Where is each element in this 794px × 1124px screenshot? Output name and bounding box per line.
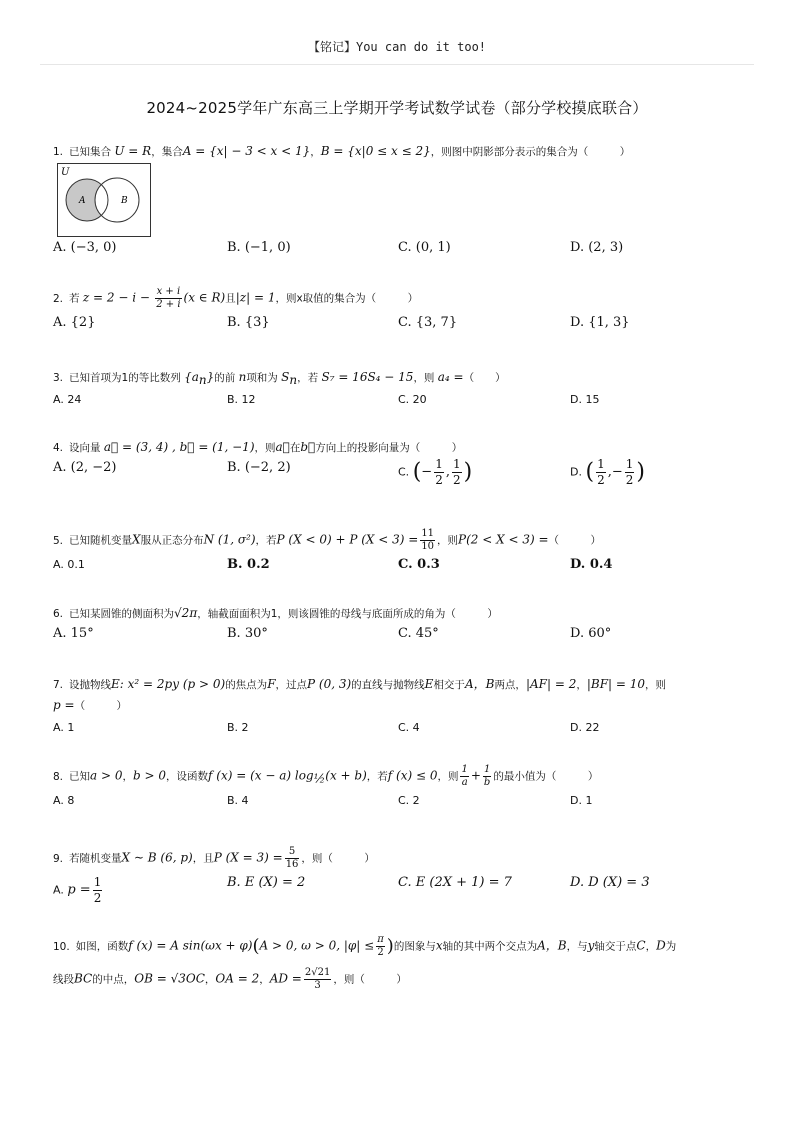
option-b[interactable]: B. 4	[227, 794, 249, 807]
venn-diagram	[57, 163, 151, 237]
option-c[interactable]: C. (0, 1)	[398, 240, 451, 255]
option-a[interactable]: A. {2}	[53, 315, 96, 330]
option-c[interactable]: C. 45°	[398, 626, 439, 641]
option-b[interactable]: B. E (X) = 2	[227, 875, 306, 890]
option-d[interactable]: D. (2, 3)	[570, 240, 624, 255]
question-10-stem: 10. 如图，函数f (x) = A sin(ωx + φ)(A > 0, ω > 0, |φ| ≤ $\frac{\pi}{2}$ )的图象与x轴的其中两个交点为A，B，与y轴交于点C，D为	[53, 934, 677, 958]
option-a[interactable]: A. 8	[53, 794, 75, 807]
option-a[interactable]: A. (−3, 0)	[53, 240, 117, 255]
question-8-stem: 8. 已知a > 0，b > 0，设函数f (x) = (x − a) $\log_{\frac{1}{2}}(x + b)$，若f (x) ≤ 0，则 $\frac{1}{a}$ + $\frac{1}{b}$ 的最小值为（ ）	[53, 764, 599, 788]
question-7-stem-line2: p =（ ）	[53, 698, 128, 712]
question-3-stem: 3. 已知首项为1的等比数列 $\{a_n\}$的前 n项和为 $S_n$，若 S₇ = 16S₄ − 15，则 a₄ =（ ）	[53, 370, 506, 388]
option-d[interactable]: D. 0.4	[570, 557, 613, 572]
option-d[interactable]: D. 60°	[570, 626, 612, 641]
option-b[interactable]: B. {3}	[227, 315, 270, 330]
option-a[interactable]: A. 0.1	[53, 558, 85, 571]
option-d[interactable]: D. {1, 3}	[570, 315, 630, 330]
question-7-stem: 7. 设抛物线E: x² = 2py (p > 0)的焦点为F，过点P (0, 3)的直线与抛物线E相交于A，B两点，|AF| = 2，|BF| = 10，则	[53, 677, 667, 691]
question-4-stem: 4. 设向量 a⃗ = (3, 4) , b⃗ = (1, −1)，则a⃗在b⃗方向上的投影向量为（ ）	[53, 440, 463, 454]
option-c[interactable]: C. (− $\frac{1}{2}$ , $\frac{1}{2}$ )	[398, 457, 473, 487]
header-divider	[40, 64, 754, 65]
option-b[interactable]: B. 30°	[227, 626, 268, 641]
option-b[interactable]: B. 2	[227, 721, 249, 734]
question-3	[53, 369, 743, 412]
question-4	[53, 439, 743, 500]
option-d[interactable]: D. 22	[570, 721, 600, 734]
venn-set-a-label: A	[79, 196, 86, 206]
venn-universe-label: U	[61, 167, 70, 178]
option-c[interactable]: C. 2	[398, 794, 420, 807]
exam-title: 2024~2025学年广东高三上学期开学考试数学试卷（部分学校摸底联合）	[146, 99, 648, 117]
question-6-stem: 6. 已知某圆锥的侧面积为√2π，轴截面面积为1，则该圆锥的母线与底面所成的角为（ ）	[53, 606, 498, 620]
option-b[interactable]: B. 12	[227, 393, 256, 407]
question-10-stem-line2: 线段BC的中点，OB = √3OC，OA = 2，AD = $\frac{2√21}{3}$ ，则（ ）	[53, 967, 407, 991]
page-header: 【铭记】You can do it too!	[307, 40, 487, 54]
option-a[interactable]: A. 1	[53, 721, 75, 734]
option-c[interactable]: C. 0.3	[398, 557, 440, 572]
option-d[interactable]: D. 15	[570, 393, 600, 407]
option-d[interactable]: D. 1	[570, 794, 593, 807]
question-1-stem: 1. 已知集合 U = R，集合A = {x| − 3 < x < 1}，B = {x|0 ≤ x ≤ 2}，则图中阴影部分表示的集合为（ ）	[53, 144, 631, 158]
question-9-stem: 9. 若随机变量X ∼ B (6, p)，且P (X = 3) = $\frac{5}{16}$ ，则（ ）	[53, 846, 375, 870]
fraction: $\frac{x + i}{2 + i}$	[156, 286, 181, 310]
question-8	[53, 764, 743, 813]
question-5-stem: 5. 已知随机变量X服从正态分布N (1, σ²)，若P (X < 0) + P (X < 3) = $\frac{11}{10}$ ，则P(2 < X < 3) =（ ）	[53, 528, 602, 552]
question-6	[53, 605, 743, 646]
question-10	[53, 934, 743, 992]
question-9	[53, 846, 743, 911]
option-a[interactable]: A. 15°	[53, 626, 94, 641]
question-5	[53, 528, 743, 577]
option-d[interactable]: D. D (X) = 3	[570, 875, 650, 890]
option-c[interactable]: C. E (2X + 1) = 7	[398, 875, 512, 890]
option-b[interactable]: B. 0.2	[227, 557, 270, 572]
option-a[interactable]: A. 24	[53, 393, 82, 407]
question-2	[53, 286, 743, 335]
option-c[interactable]: C. {3, 7}	[398, 315, 458, 330]
option-a[interactable]: A. (2, −2)	[53, 460, 117, 475]
option-d[interactable]: D. ( $\frac{1}{2}$ ,− $\frac{1}{2}$ )	[570, 457, 645, 487]
option-c[interactable]: C. 4	[398, 721, 420, 734]
question-1-options	[53, 240, 743, 260]
question-7	[53, 676, 743, 740]
question-2-stem: 2. 若 z = 2 − i − $\frac{x + i}{2 + i}$ (x ∈ R)且|z| = 1，则x取值的集合为（ ）	[53, 286, 419, 310]
venn-set-b-label: B	[121, 196, 128, 206]
option-b[interactable]: B. (−2, 2)	[227, 460, 291, 475]
option-a[interactable]: A. p = $\frac{1}{2}$	[53, 875, 102, 905]
option-c[interactable]: C. 20	[398, 393, 427, 407]
question-1	[53, 143, 743, 160]
option-b[interactable]: B. (−1, 0)	[227, 240, 291, 255]
